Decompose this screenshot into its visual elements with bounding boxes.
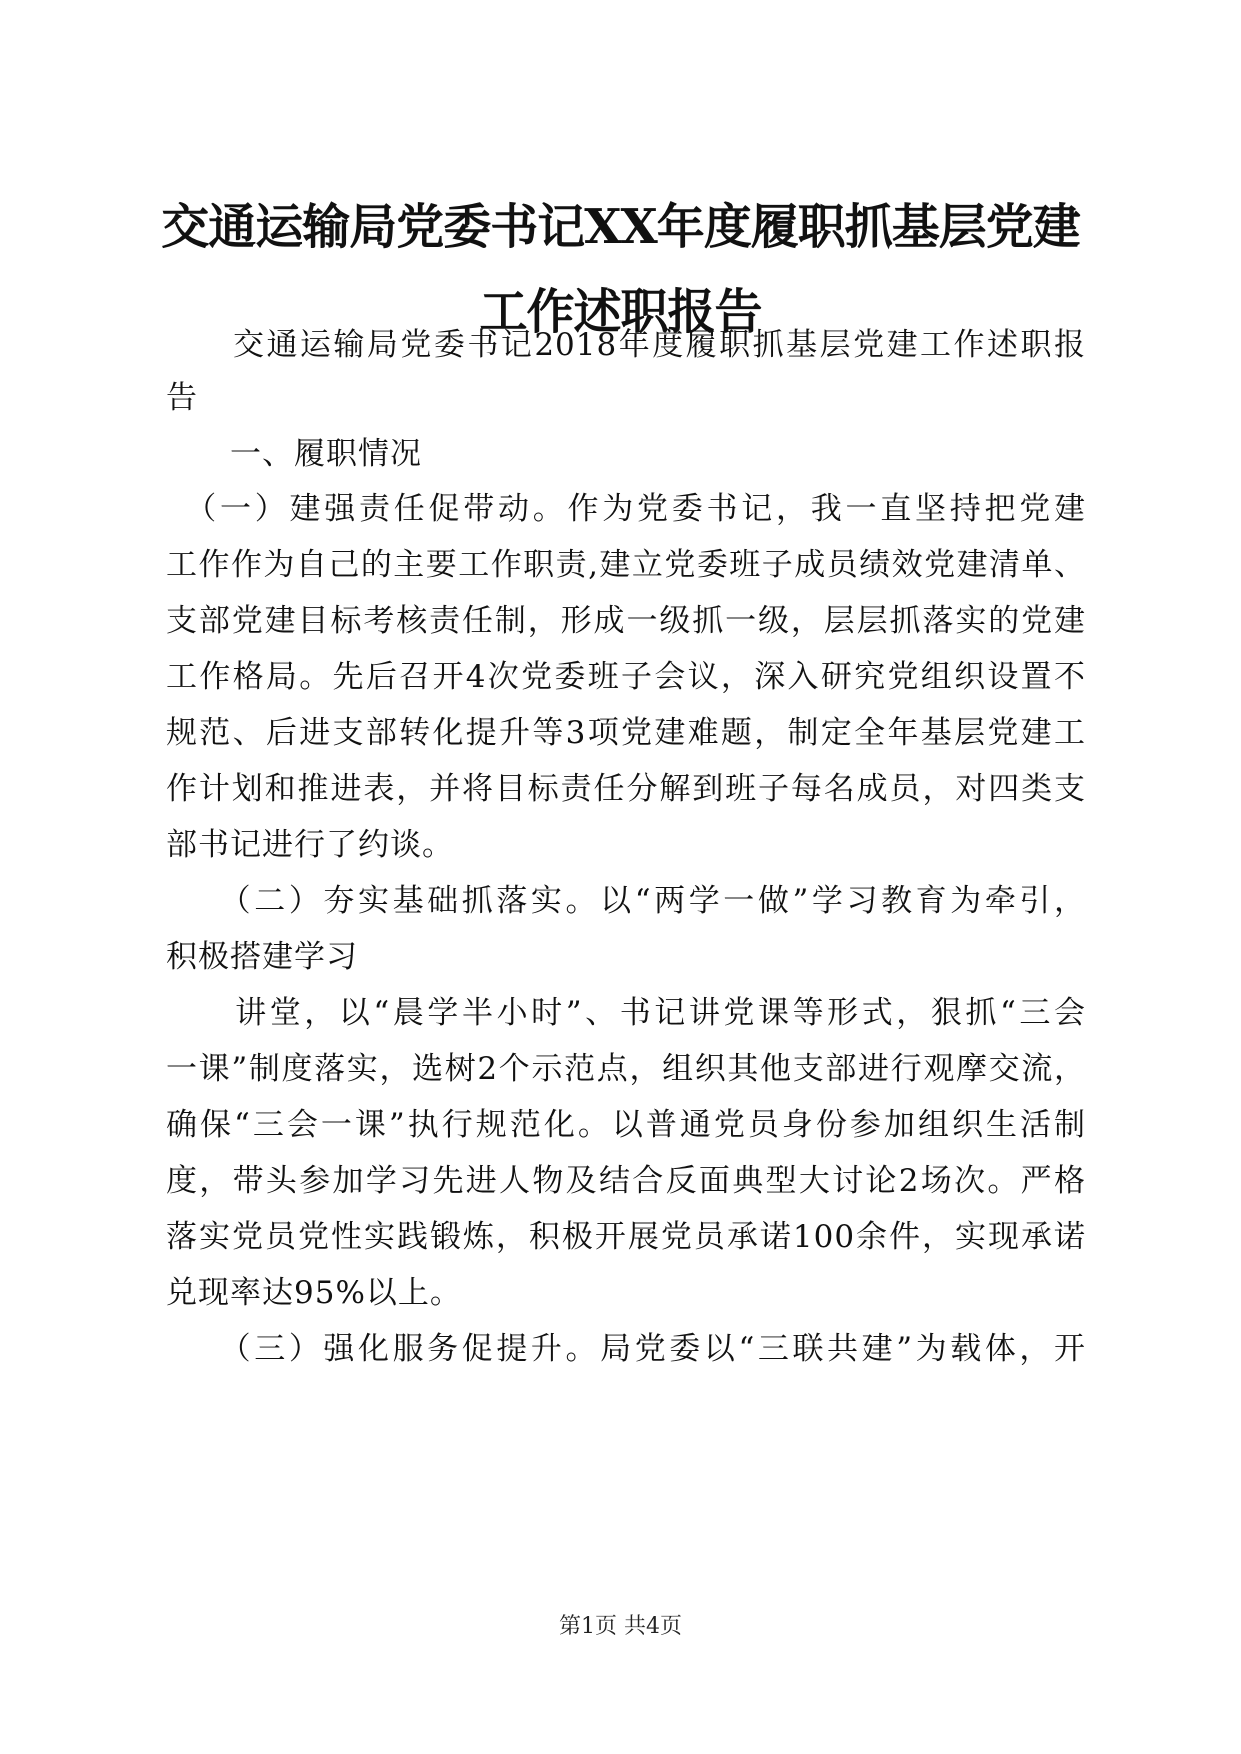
body-line: 作计划和推进表，并将目标责任分解到班子每名成员，对四类支: [166, 771, 1086, 807]
body-line: 告: [166, 380, 198, 416]
page-number: 第1页 共4页: [559, 1614, 682, 1639]
body-line: 一课”制度落实，选树2个示范点，组织其他支部进行观摩交流，: [166, 1051, 1086, 1087]
body-line: （一）建强责任促带动。作为党委书记，我一直坚持把党建: [166, 491, 1086, 527]
body-line: 规范、后进支部转化提升等3项党建难题，制定全年基层党建工: [166, 715, 1086, 751]
body-line: 积极搭建学习: [166, 939, 358, 975]
body-line: 度，带头参加学习先进人物及结合反面典型大讨论2场次。严格: [166, 1163, 1086, 1199]
body-line: 确保“三会一课”执行规范化。以普通党员身份参加组织生活制: [166, 1107, 1086, 1143]
body-line: 落实党员党性实践锻炼，积极开展党员承诺100余件，实现承诺: [166, 1219, 1086, 1255]
body-line: 工作作为自己的主要工作职责,建立党委班子成员绩效党建清单、: [166, 547, 1086, 583]
body-line: （三）强化服务促提升。局党委以“三联共建”为载体，开: [166, 1331, 1086, 1367]
document-title-line-1: 交通运输局党委书记XX年度履职抓基层党建: [161, 199, 1080, 255]
body-line: 讲堂，以“晨学半小时”、书记讲党课等形式，狠抓“三会: [166, 995, 1086, 1031]
body-line: 部书记进行了约谈。: [166, 827, 454, 863]
body-line: （二）夯实基础抓落实。以“两学一做”学习教育为牵引，: [166, 883, 1086, 919]
body-line: 支部党建目标考核责任制，形成一级抓一级，层层抓落实的党建: [166, 603, 1086, 639]
document-title-line-2: 工作述职报告: [479, 284, 762, 340]
section-heading: 一、履职情况: [166, 436, 422, 472]
body-line: 兑现率达95%以上。: [166, 1275, 462, 1311]
body-line: 工作格局。先后召开4次党委班子会议，深入研究党组织设置不: [166, 659, 1086, 695]
body-line: 交通运输局党委书记2018年度履职抓基层党建工作述职报: [166, 327, 1086, 363]
